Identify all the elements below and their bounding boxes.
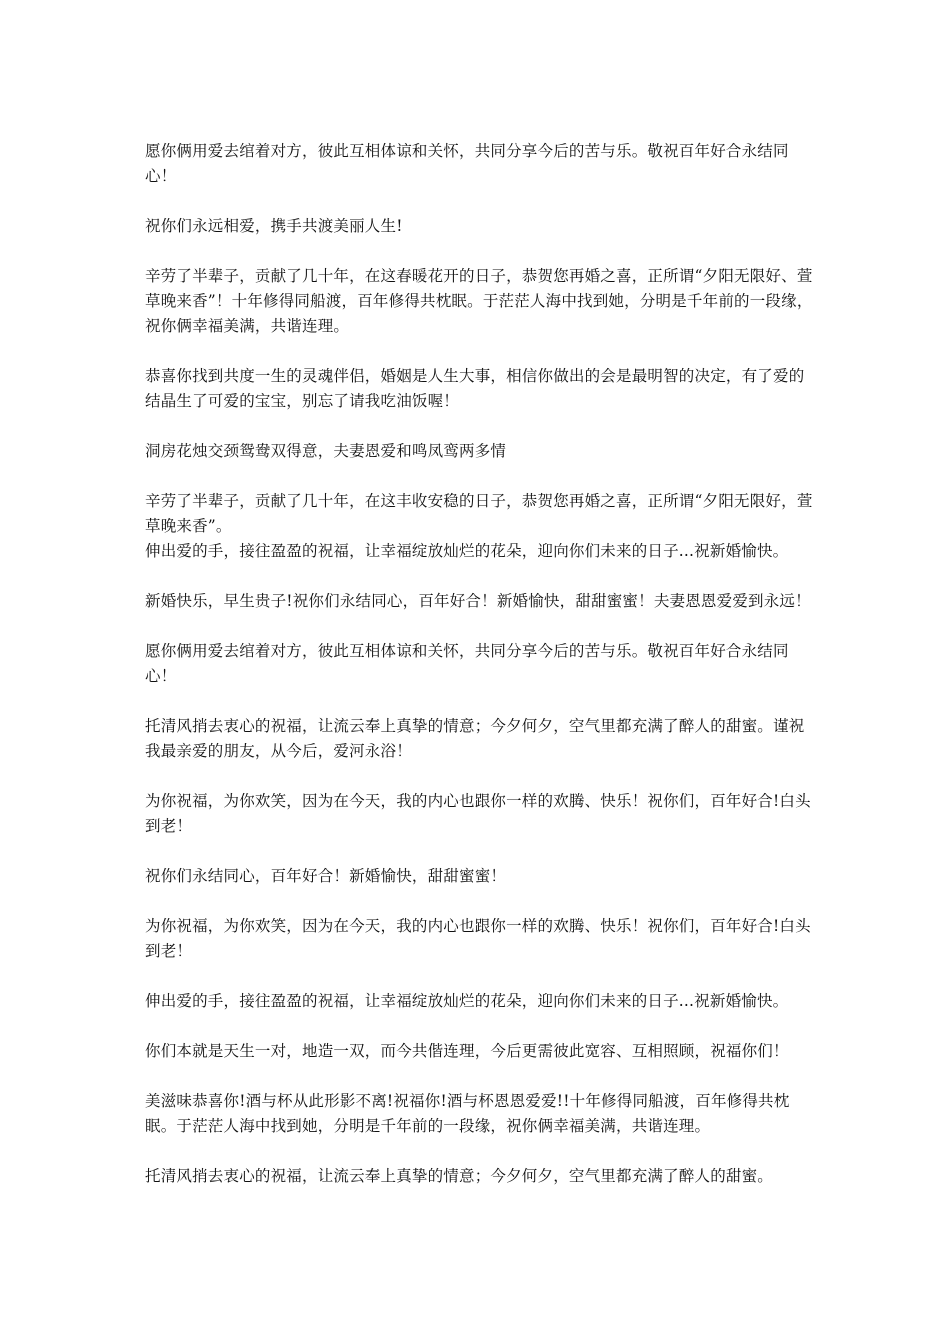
paragraph: 辛劳了半辈子，贡献了几十年，在这丰收安稳的日子，恭贺您再婚之喜，正所谓“夕阳无限好，萱草晚来香”。 xyxy=(145,492,813,535)
paragraph: 辛劳了半辈子，贡献了几十年，在这春暖花开的日子，恭贺您再婚之喜，正所谓“夕阳无限好、萱草晚来香”！十年修得同船渡，百年修得共枕眠。于茫茫人海中找到她，分明是千年前的一段缘，祝你俩幸福美满，共谐连理。 xyxy=(145,267,813,335)
paragraph: 洞房花烛交颈鸳鸯双得意，夫妻恩爱和鸣凤鸾两多情 xyxy=(145,442,507,460)
paragraph: 愿你俩用爱去绾着对方，彼此互相体谅和关怀，共同分享今后的苦与乐。敬祝百年好合永结同心！ xyxy=(145,642,789,685)
paragraph: 伸出爱的手，接往盈盈的祝福，让幸福绽放灿烂的花朵，迎向你们未来的日子...祝新婚愉快。 xyxy=(145,542,789,560)
paragraph: 新婚快乐，早生贵子!祝你们永结同心，百年好合！新婚愉快，甜甜蜜蜜！夫妻恩恩爱爱到永远！ xyxy=(145,592,811,610)
paragraph: 为你祝福，为你欢笑，因为在今天，我的内心也跟你一样的欢腾、快乐！祝你们，百年好合!白头到老！ xyxy=(145,917,811,960)
paragraph: 伸出爱的手，接往盈盈的祝福，让幸福绽放灿烂的花朵，迎向你们未来的日子...祝新婚愉快。 xyxy=(145,992,789,1010)
paragraph: 美滋味恭喜你!酒与杯从此形影不离!祝福你!酒与杯恩恩爱爱!!十年修得同船渡，百年修得共枕眠。于茫茫人海中找到她，分明是千年前的一段缘，祝你俩幸福美满，共谐连理。 xyxy=(145,1092,790,1135)
paragraph: 恭喜你找到共度一生的灵魂伴侣，婚姻是人生大事，相信你做出的会是最明智的决定，有了爱的结晶生了可爱的宝宝，别忘了请我吃油饭喔！ xyxy=(145,367,805,410)
paragraph: 托清风捎去衷心的祝福，让流云奉上真挚的情意；今夕何夕，空气里都充满了醉人的甜蜜。 xyxy=(145,1167,774,1185)
paragraph: 愿你俩用爱去绾着对方，彼此互相体谅和关怀，共同分享今后的苦与乐。敬祝百年好合永结同心！ xyxy=(145,142,789,185)
paragraph: 你们本就是天生一对，地造一双，而今共偕连理，今后更需彼此宽容、互相照顾，祝福你们！ xyxy=(145,1042,789,1060)
paragraph: 祝你们永结同心，百年好合！新婚愉快，甜甜蜜蜜！ xyxy=(145,867,507,885)
paragraph: 为你祝福，为你欢笑，因为在今天，我的内心也跟你一样的欢腾、快乐！祝你们，百年好合!白头到老！ xyxy=(145,792,811,835)
paragraph: 托清风捎去衷心的祝福，让流云奉上真挚的情意；今夕何夕，空气里都充满了醉人的甜蜜。谨祝我最亲爱的朋友，从今后，爱河永浴！ xyxy=(145,717,805,760)
document-body xyxy=(145,139,815,1214)
paragraph: 祝你们永远相爱，携手共渡美丽人生! xyxy=(145,217,403,235)
